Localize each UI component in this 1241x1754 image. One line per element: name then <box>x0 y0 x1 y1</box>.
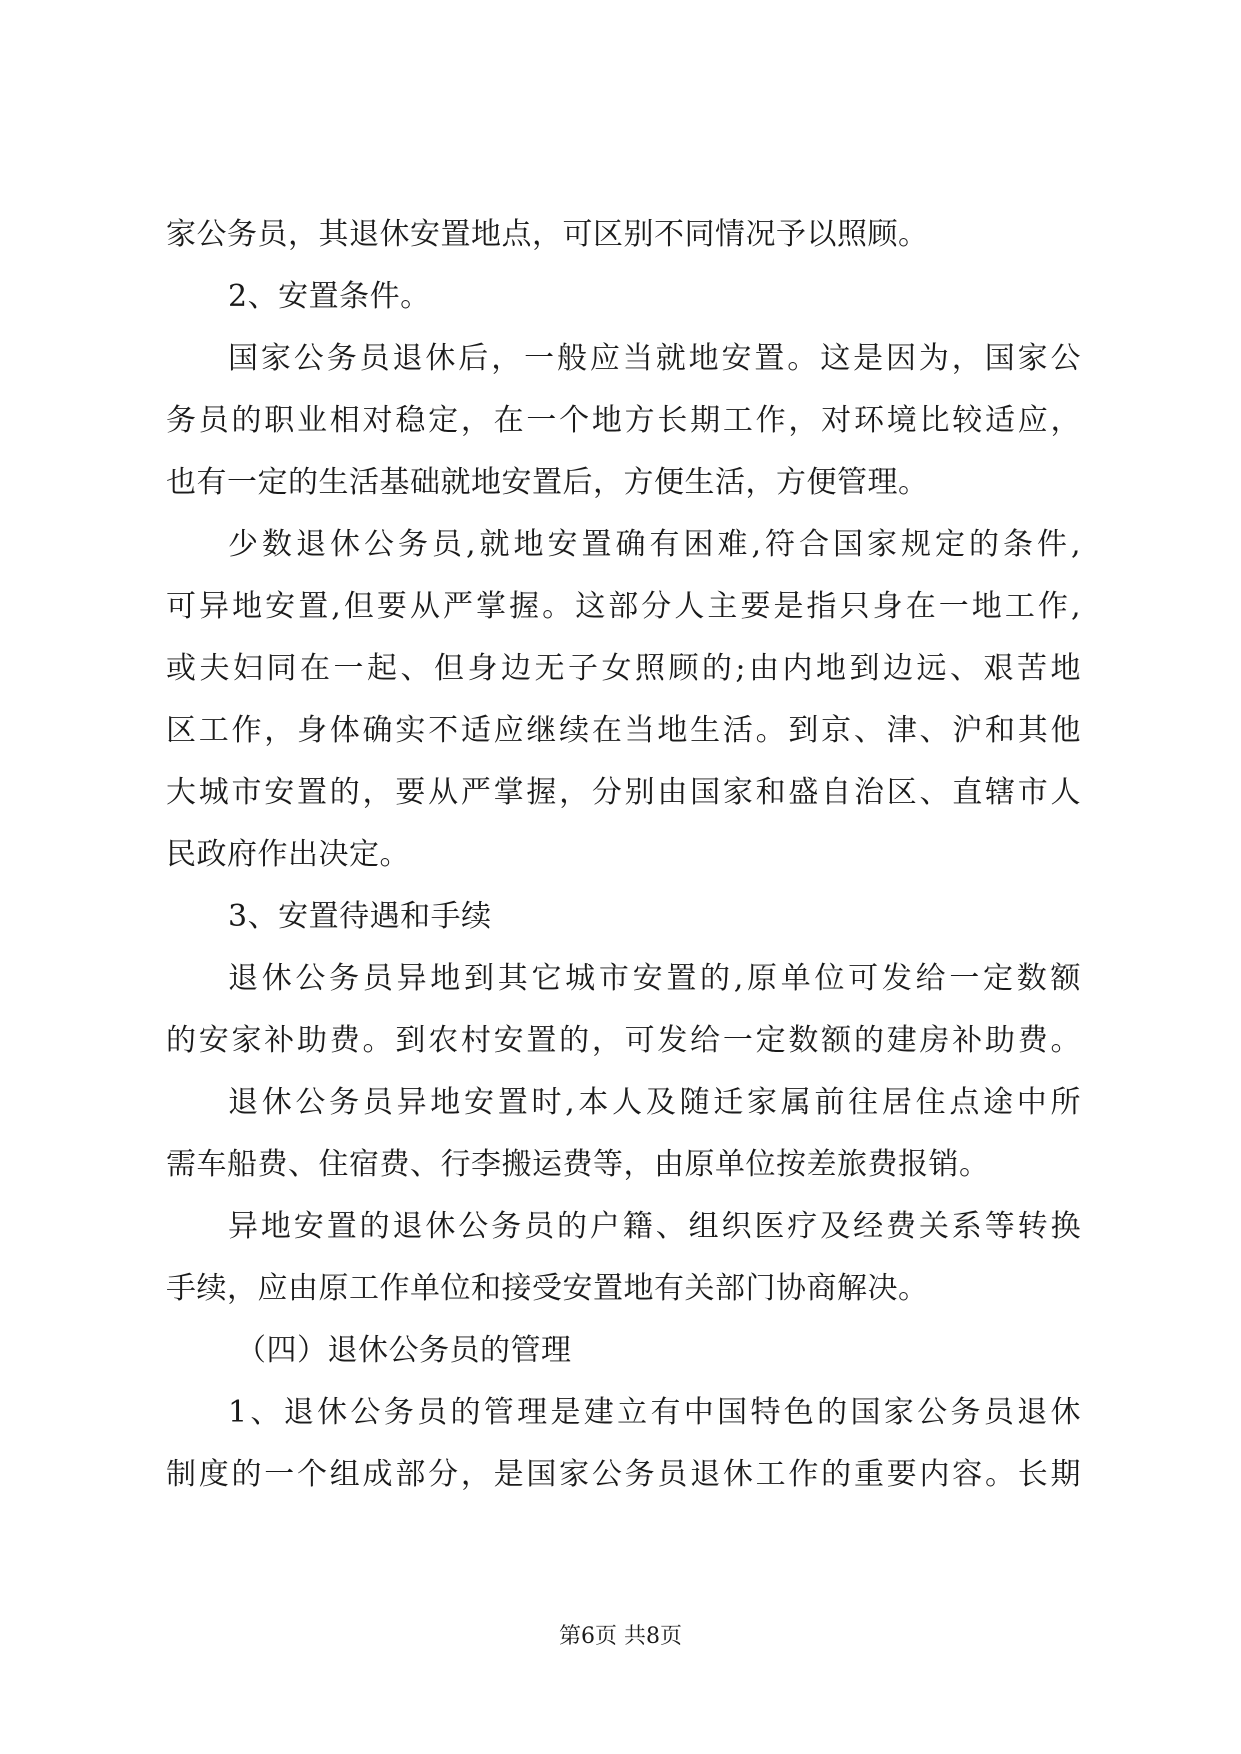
text-line: 也有一定的生活基础就地安置后，方便生活，方便管理。 <box>166 465 929 500</box>
text-line: 1、退休公务员的管理是建立有中国特色的国家公务员退休 <box>228 1395 1081 1430</box>
page-number: 第6页 共8页 <box>559 1624 682 1649</box>
text-line: 手续，应由原工作单位和接受安置地有关部门协商解决。 <box>166 1271 929 1306</box>
text-line: 务员的职业相对稳定，在一个地方长期工作，对环境比较适应， <box>166 403 1081 438</box>
text-line: 制度的一个组成部分，是国家公务员退休工作的重要内容。长期 <box>166 1457 1081 1492</box>
text-line: 可异地安置,但要从严掌握。这部分人主要是指只身在一地工作, <box>166 589 1081 624</box>
text-line: 少数退休公务员,就地安置确有困难,符合国家规定的条件, <box>228 527 1081 562</box>
section-heading: （四）退休公务员的管理 <box>236 1333 572 1368</box>
section-heading: 3、安置待遇和手续 <box>228 899 492 934</box>
text-line: 需车船费、住宿费、行李搬运费等，由原单位按差旅费报销。 <box>166 1147 990 1182</box>
text-line: 国家公务员退休后，一般应当就地安置。这是因为，国家公 <box>228 341 1081 376</box>
body-text <box>166 204 1081 1506</box>
section-heading: 2、安置条件。 <box>228 279 431 314</box>
text-line: 退休公务员异地安置时,本人及随迁家属前往居住点途中所 <box>228 1085 1081 1120</box>
text-line: 民政府作出决定。 <box>166 837 410 872</box>
text-line: 的安家补助费。到农村安置的，可发给一定数额的建房补助费。 <box>166 1023 1081 1058</box>
text-line: 或夫妇同在一起、但身边无子女照顾的;由内地到边远、艰苦地 <box>166 651 1081 686</box>
text-line: 退休公务员异地到其它城市安置的,原单位可发给一定数额 <box>228 961 1081 996</box>
text-line: 家公务员，其退休安置地点，可区别不同情况予以照顾。 <box>166 217 929 252</box>
text-line: 区工作，身体确实不适应继续在当地生活。到京、津、沪和其他 <box>166 713 1081 748</box>
text-line: 异地安置的退休公务员的户籍、组织医疗及经费关系等转换 <box>228 1209 1081 1244</box>
text-line: 大城市安置的，要从严掌握，分别由国家和盛自治区、直辖市人 <box>166 775 1081 810</box>
